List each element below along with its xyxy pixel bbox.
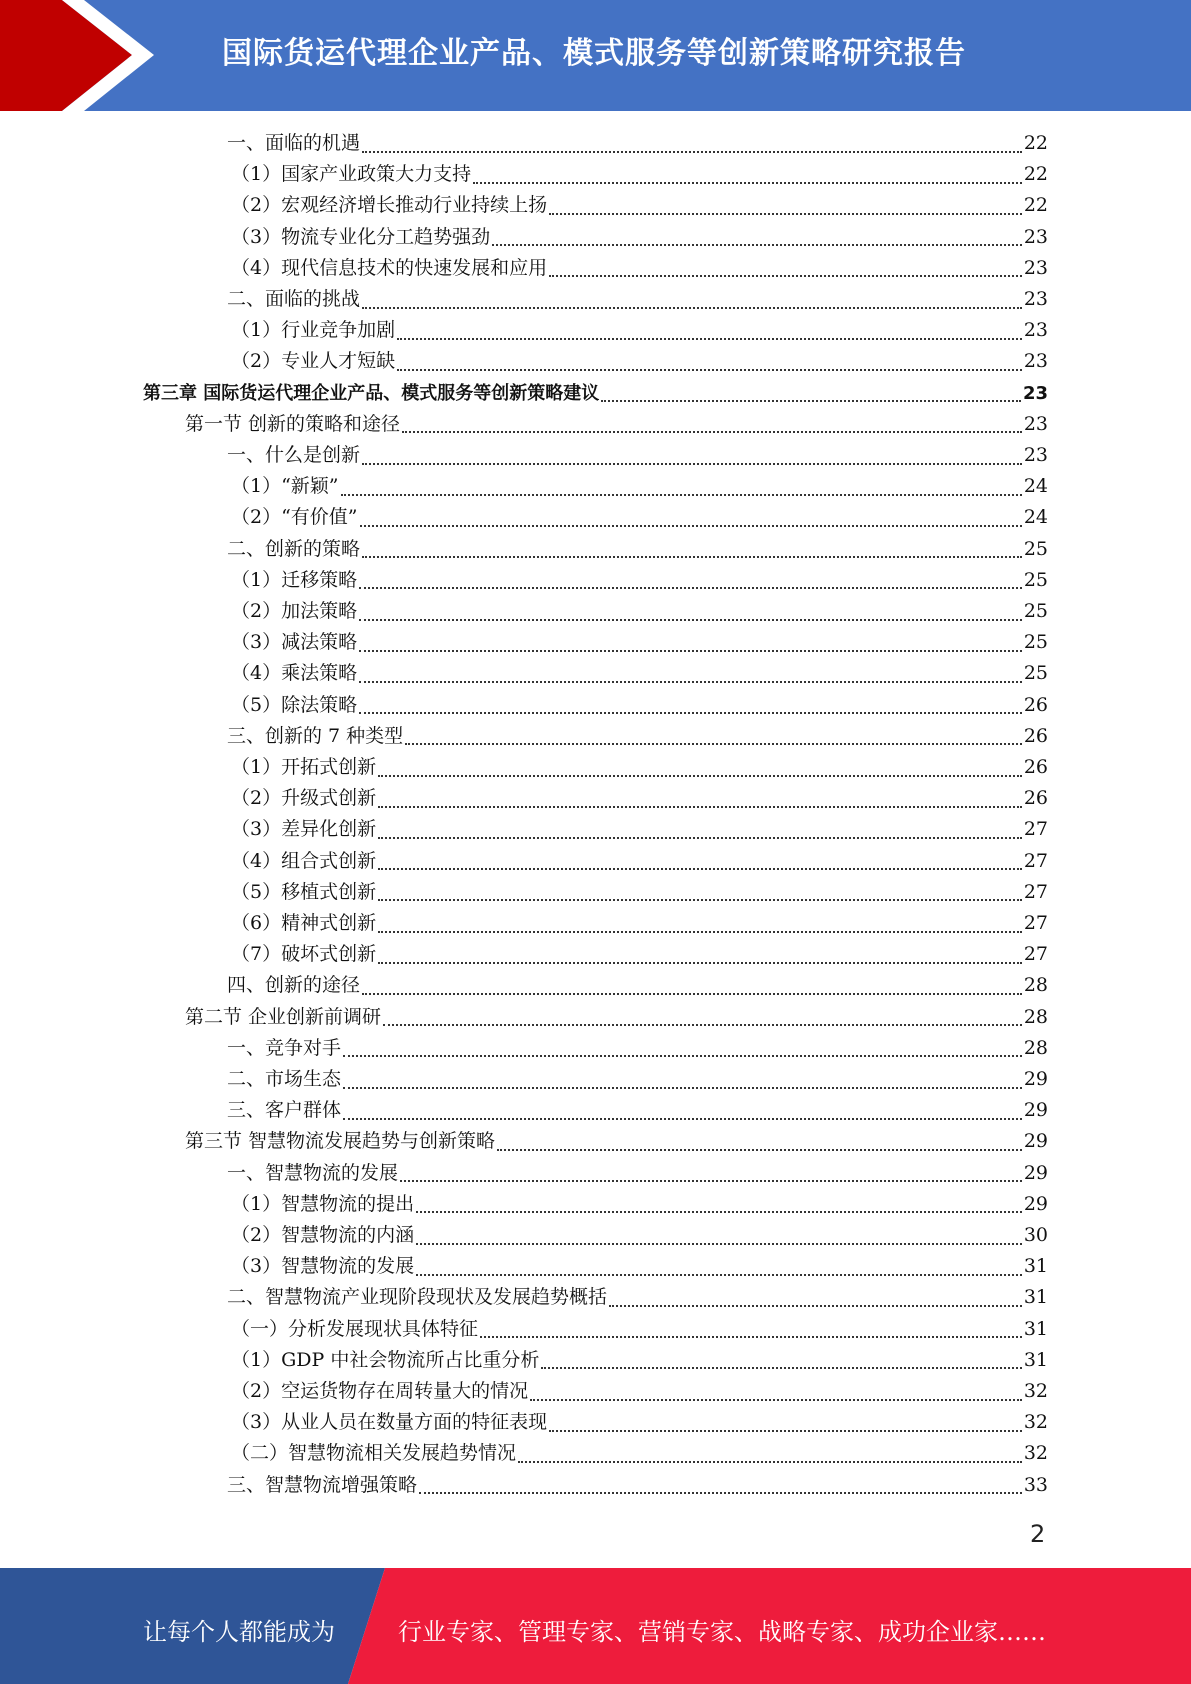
toc-entry-page: 25 (1023, 600, 1048, 622)
toc-entry-page: 22 (1023, 163, 1048, 186)
toc-entry[interactable] (231, 1407, 1048, 1438)
toc-entry[interactable] (231, 1345, 1048, 1376)
toc-entry[interactable] (227, 128, 1048, 159)
toc-entry-page: 24 (1023, 475, 1048, 498)
toc-entry[interactable] (231, 908, 1048, 939)
toc-dot-leader (609, 1305, 1022, 1307)
toc-entry-page: 29 (1023, 1192, 1048, 1215)
toc-entry-title: （3）从业人员在数量方面的特征表现 (231, 1411, 548, 1434)
toc-dot-leader (416, 1211, 1022, 1213)
toc-entry-title: （2）升级式创新 (231, 787, 377, 810)
toc-entry-title: （2）宏观经济增长推动行业持续上扬 (231, 194, 548, 217)
toc-dot-leader (378, 837, 1022, 839)
toc-dot-leader (400, 1180, 1022, 1182)
footer-slogan-left: 让每个人都能成为 (143, 1618, 335, 1646)
toc-section-entry[interactable] (185, 1002, 1048, 1033)
page-number: 2 (1030, 1520, 1046, 1548)
toc-entry-page: 23 (1023, 350, 1048, 373)
toc-entry-page: 27 (1023, 849, 1048, 872)
toc-entry[interactable] (227, 284, 1048, 315)
toc-entry-page: 27 (1023, 880, 1048, 903)
toc-entry-page: 26 (1023, 693, 1048, 716)
toc-dot-leader (549, 213, 1022, 215)
toc-entry-page: 22 (1023, 132, 1048, 154)
toc-chapter-entry[interactable] (143, 378, 1048, 409)
toc-entry-title: （2）专业人才短缺 (231, 350, 396, 373)
toc-entry[interactable] (227, 1470, 1048, 1501)
toc-entry-page: 32 (1023, 1442, 1048, 1465)
toc-dot-leader (359, 619, 1022, 621)
toc-entry-page: 31 (1023, 1348, 1048, 1371)
toc-entry[interactable] (231, 1438, 1048, 1469)
toc-entry-page: 27 (1023, 818, 1048, 841)
toc-entry-page: 26 (1023, 787, 1048, 810)
toc-entry[interactable] (227, 1064, 1048, 1095)
toc-entry[interactable] (227, 534, 1048, 565)
toc-entry-page: 22 (1023, 194, 1048, 217)
toc-entry[interactable] (231, 658, 1048, 689)
toc-entry-title: （2）空运货物存在周转量大的情况 (231, 1380, 529, 1402)
toc-entry-page: 25 (1023, 631, 1048, 654)
toc-dot-leader (419, 1492, 1022, 1494)
toc-entry-page: 29 (1023, 1099, 1048, 1122)
toc-dot-leader (549, 1430, 1022, 1432)
toc-entry-page: 29 (1023, 1068, 1048, 1090)
toc-entry[interactable] (227, 970, 1048, 1001)
toc-entry-title: 第二节 企业创新前调研 (185, 1005, 382, 1028)
toc-entry-title: 三、创新的 7 种类型 (227, 724, 404, 747)
toc-entry-page: 28 (1023, 1036, 1048, 1059)
toc-entry[interactable] (227, 1158, 1048, 1189)
toc-entry[interactable] (227, 721, 1048, 752)
toc-dot-leader (362, 151, 1022, 153)
toc-entry[interactable] (231, 565, 1048, 596)
toc-entry-title: （2）加法策略 (231, 600, 358, 622)
toc-entry[interactable] (231, 190, 1048, 221)
toc-entry-title: （1）智慧物流的提出 (231, 1192, 415, 1215)
toc-entry-title: （5）移植式创新 (231, 880, 377, 903)
toc-entry[interactable] (227, 440, 1048, 471)
toc-entry[interactable] (231, 690, 1048, 721)
toc-entry[interactable] (231, 1314, 1048, 1345)
document-title: 国际货运代理企业产品、模式服务等创新策略研究报告 (222, 36, 966, 71)
toc-entry-page: 27 (1023, 912, 1048, 934)
toc-entry-title: 第三节 智慧物流发展趋势与创新策略 (185, 1130, 496, 1153)
toc-entry-page: 25 (1023, 568, 1048, 591)
toc-entry-title: （3）减法策略 (231, 631, 358, 654)
toc-entry-title: （1）国家产业政策大力支持 (231, 163, 472, 186)
toc-entry-title: 三、客户群体 (227, 1099, 342, 1122)
toc-dot-leader (362, 463, 1022, 465)
toc-entry[interactable] (231, 846, 1048, 877)
toc-entry-page: 23 (1023, 444, 1048, 466)
toc-entry[interactable] (231, 783, 1048, 814)
toc-entry-page: 26 (1023, 756, 1048, 778)
toc-dot-leader (473, 182, 1022, 184)
toc-dot-leader (378, 775, 1022, 777)
header-banner (0, 0, 1191, 111)
toc-entry-page: 25 (1023, 662, 1048, 685)
toc-entry[interactable] (227, 1033, 1048, 1064)
toc-dot-leader (360, 525, 1022, 527)
toc-entry-title: 二、市场生态 (227, 1068, 342, 1090)
toc-dot-leader (518, 1461, 1022, 1463)
toc-dot-leader (480, 1336, 1022, 1338)
toc-entry-title: 一、面临的机遇 (227, 132, 361, 154)
toc-entry[interactable] (231, 1189, 1048, 1220)
toc-entry-title: （4）现代信息技术的快速发展和应用 (231, 256, 548, 279)
toc-entry-page: 33 (1023, 1473, 1048, 1496)
toc-dot-leader (601, 400, 1021, 402)
toc-entry-page: 31 (1023, 1286, 1048, 1309)
toc-entry-title: （5）除法策略 (231, 693, 358, 716)
toc-entry-page: 32 (1023, 1380, 1048, 1402)
toc-entry-page: 29 (1023, 1161, 1048, 1184)
toc-entry[interactable] (231, 877, 1048, 908)
toc-entry-title: 二、智慧物流产业现阶段现状及发展趋势概括 (227, 1286, 608, 1309)
toc-entry[interactable] (227, 1282, 1048, 1313)
toc-entry-title: 一、智慧物流的发展 (227, 1161, 399, 1184)
toc-entry-page: 28 (1023, 974, 1048, 997)
toc-entry-page: 31 (1023, 1255, 1048, 1278)
toc-entry-title: （一）分析发展现状具体特征 (231, 1317, 479, 1340)
toc-dot-leader (378, 899, 1022, 901)
toc-entry-page: 29 (1023, 1130, 1048, 1153)
toc-entry[interactable] (231, 627, 1048, 658)
toc-entry[interactable] (231, 596, 1048, 627)
toc-entry[interactable] (227, 1095, 1048, 1126)
toc-entry-page: 24 (1023, 506, 1048, 529)
toc-entry-title: 一、竞争对手 (227, 1036, 342, 1059)
toc-entry-title: （6）精神式创新 (231, 912, 377, 934)
toc-entry-title: （4）组合式创新 (231, 849, 377, 872)
toc-entry-title: 第三章 国际货运代理企业产品、模式服务等创新策略建议 (143, 382, 600, 404)
toc-entry-page: 26 (1023, 724, 1048, 747)
toc-dot-leader (343, 1118, 1022, 1120)
toc-entry-page: 23 (1023, 225, 1048, 248)
toc-entry-page: 28 (1023, 1005, 1048, 1028)
toc-dot-leader (362, 556, 1022, 558)
toc-entry-title: （3）物流专业化分工趋势强劲 (231, 225, 491, 248)
toc-entry-page: 32 (1023, 1411, 1048, 1434)
toc-dot-leader (530, 1399, 1022, 1401)
toc-entry-page: 23 (1022, 382, 1048, 404)
toc-dot-leader (343, 1087, 1022, 1089)
footer-slogan-right: 行业专家、管理专家、营销专家、战略专家、成功企业家…… (398, 1618, 1046, 1646)
toc-dot-leader (492, 244, 1022, 246)
toc-entry[interactable] (231, 159, 1048, 190)
toc-dot-leader (405, 743, 1022, 745)
toc-section-entry[interactable] (185, 1126, 1048, 1157)
toc-dot-leader (359, 712, 1022, 714)
toc-entry[interactable] (231, 471, 1048, 502)
toc-dot-leader (362, 307, 1022, 309)
toc-entry-title: （1）迁移策略 (231, 568, 358, 591)
toc-entry-title: 二、创新的策略 (227, 537, 361, 560)
footer-banner (0, 1568, 1191, 1684)
toc-entry[interactable] (231, 346, 1048, 377)
toc-dot-leader (497, 1149, 1022, 1151)
toc-entry-page: 23 (1023, 256, 1048, 279)
toc-entry-page: 27 (1023, 943, 1048, 966)
toc-entry-title: （1）开拓式创新 (231, 756, 377, 778)
toc-entry-page: 30 (1023, 1224, 1048, 1246)
toc-dot-leader (359, 587, 1022, 589)
toc-entry-page: 23 (1023, 288, 1048, 310)
toc-entry[interactable] (231, 502, 1048, 533)
toc-dot-leader (541, 1367, 1021, 1369)
toc-dot-leader (378, 931, 1022, 933)
toc-entry[interactable] (231, 253, 1048, 284)
toc-entry-title: （1）“新颖” (231, 475, 339, 498)
toc-entry-title: （2）智慧物流的内涵 (231, 1224, 415, 1246)
toc-entry[interactable] (231, 1376, 1048, 1407)
toc-entry-title: （二）智慧物流相关发展趋势情况 (231, 1442, 517, 1465)
toc-entry-title: 二、面临的挑战 (227, 288, 361, 310)
toc-entry-page: 23 (1023, 412, 1048, 435)
toc-entry[interactable] (231, 939, 1048, 970)
toc-entry-title: （1）行业竞争加剧 (231, 319, 396, 342)
toc-dot-leader (378, 806, 1022, 808)
toc-dot-leader (359, 650, 1022, 652)
toc-entry[interactable] (231, 315, 1048, 346)
toc-dot-leader (341, 494, 1022, 496)
toc-entry-title: 一、什么是创新 (227, 444, 361, 466)
toc-entry-title: （1）GDP 中社会物流所占比重分析 (231, 1348, 540, 1371)
toc-dot-leader (397, 338, 1022, 340)
toc-dot-leader (549, 275, 1022, 277)
toc-section-entry[interactable] (185, 409, 1048, 440)
toc-dot-leader (397, 369, 1022, 371)
toc-entry[interactable] (231, 752, 1048, 783)
toc-dot-leader (378, 868, 1022, 870)
toc-dot-leader (416, 1243, 1022, 1245)
toc-dot-leader (359, 681, 1022, 683)
toc-entry-title: （4）乘法策略 (231, 662, 358, 685)
toc-dot-leader (343, 1055, 1022, 1057)
toc-entry-title: （3）智慧物流的发展 (231, 1255, 415, 1278)
toc-dot-leader (362, 993, 1022, 995)
toc-entry[interactable] (231, 814, 1048, 845)
toc-entry-title: （7）破坏式创新 (231, 943, 377, 966)
toc-entry[interactable] (231, 222, 1048, 253)
toc-entry[interactable] (231, 1251, 1048, 1282)
toc-entry-title: 三、智慧物流增强策略 (227, 1473, 418, 1496)
toc-entry-title: 四、创新的途径 (227, 974, 361, 997)
toc-entry[interactable] (231, 1220, 1048, 1251)
toc-entry-page: 23 (1023, 319, 1048, 342)
toc-entry-page: 25 (1023, 537, 1048, 560)
toc-dot-leader (378, 962, 1022, 964)
toc-dot-leader (416, 1274, 1022, 1276)
toc-entry-title: （2）“有价值” (231, 506, 358, 529)
toc-entry-title: （3）差异化创新 (231, 818, 377, 841)
toc-entry-page: 31 (1023, 1317, 1048, 1340)
toc-dot-leader (383, 1024, 1022, 1026)
toc-dot-leader (402, 431, 1022, 433)
toc-entry-title: 第一节 创新的策略和途径 (185, 412, 401, 435)
